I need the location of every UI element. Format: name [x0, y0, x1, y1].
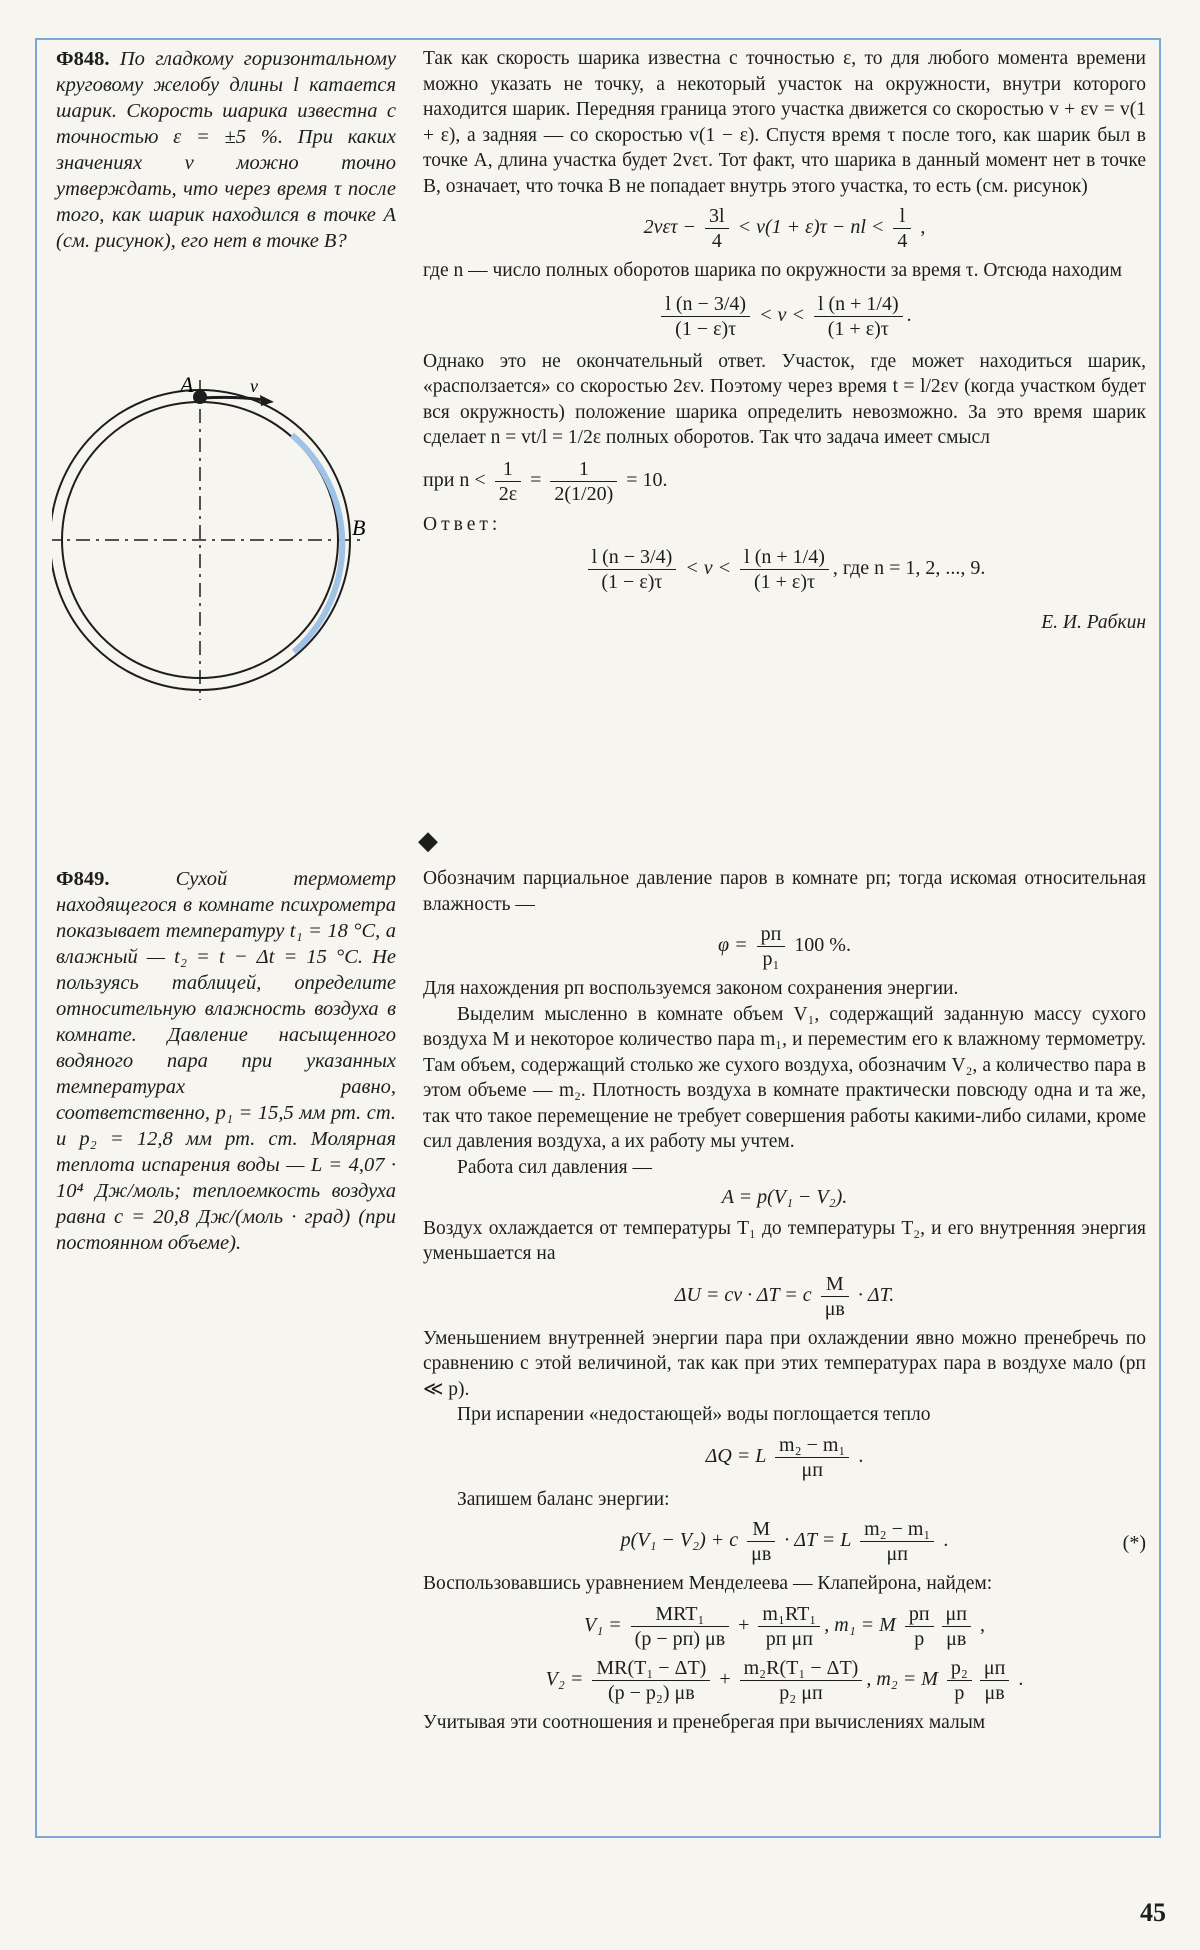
f1-b: < v(1 + ε)τ − nl < — [732, 216, 890, 239]
g7-num3: p₂ — [947, 1656, 972, 1681]
g6-frac2 — [758, 1602, 820, 1651]
g4-pre: ΔQ = L — [705, 1444, 772, 1467]
f2-den1: (1 − ε)τ — [675, 317, 737, 340]
f1-end: , — [915, 216, 926, 239]
g2: A = p(V₁ − V₂). — [721, 1186, 848, 1208]
f3-pre: при n < — [423, 468, 491, 491]
g5-num1: M — [747, 1517, 775, 1542]
s849-p2: Для нахождения pп воспользуемся законом сохранения энергии. — [423, 978, 959, 999]
f3-num1: 1 — [495, 457, 521, 482]
g6-num2: m₁RT₁ — [758, 1602, 820, 1627]
f1-num: 3l — [705, 204, 729, 229]
g1-num: pп — [757, 922, 786, 947]
s848-answer-label: Ответ: — [423, 513, 502, 535]
g7-pre: V₂ = — [545, 1667, 589, 1690]
f3-frac1 — [495, 457, 521, 506]
problem-848-statement — [56, 46, 396, 254]
g6-den2: pп μп — [765, 1627, 813, 1650]
f3-den2: 2(1/20) — [554, 482, 614, 505]
f2-num2: l (n + 1/4) — [814, 292, 903, 317]
g7-frac2 — [740, 1656, 863, 1705]
g7-end: . — [1013, 1667, 1024, 1690]
s849-formula-1 — [423, 922, 1146, 971]
g3-num: M — [821, 1272, 849, 1297]
g6-frac4 — [942, 1602, 971, 1651]
g7-frac1 — [592, 1656, 710, 1705]
f2-num1: l (n − 3/4) — [661, 292, 750, 317]
s849-formula-5 — [423, 1517, 1146, 1566]
s848-formula-3 — [423, 457, 1146, 506]
f2-mid: < v < — [754, 303, 810, 326]
f4-end: , где n = 1, 2, ..., 9. — [832, 557, 986, 580]
s848-formula-2 — [423, 292, 1146, 341]
g7-frac3 — [947, 1656, 972, 1705]
g7-den1: (p − p₂) μв — [607, 1681, 695, 1704]
s848-signature: Е. И. Рабкин — [1041, 612, 1146, 633]
f2-frac2 — [814, 292, 903, 341]
g4-num: m₂ − m₁ — [775, 1433, 849, 1458]
g4-den: μп — [801, 1458, 823, 1481]
g6-num3: pп — [905, 1602, 934, 1627]
solution-849 — [423, 866, 1146, 1735]
g6-pre: V₁ = — [584, 1613, 627, 1636]
s849-formula-7 — [423, 1656, 1146, 1705]
f2-end: . — [906, 303, 912, 326]
g1-end: 100 %. — [789, 934, 851, 957]
g7-den4: μв — [984, 1681, 1005, 1704]
s849-formula-4 — [423, 1433, 1146, 1482]
g4-frac — [775, 1433, 849, 1482]
g6-den4: μв — [946, 1627, 967, 1650]
g7-den3: p — [954, 1681, 965, 1704]
g5-pre: p(V₁ − V₂) + c — [620, 1529, 744, 1552]
s848-formula-answer — [423, 545, 1146, 594]
f3-end: = 10. — [621, 468, 668, 491]
g4-end: . — [853, 1444, 864, 1467]
page-number: 45 — [1140, 1898, 1166, 1927]
g5-den2: μп — [886, 1543, 908, 1565]
g7-den2: p₂ μп — [779, 1681, 823, 1704]
g6-den1: (p − pп) μв — [634, 1627, 726, 1650]
g7-num4: μп — [980, 1656, 1009, 1681]
s849-p9: Воспользовавшись уравнением Менделеева — Клапейрона, найдем: — [423, 1573, 993, 1594]
g6-frac1 — [631, 1602, 729, 1651]
f1-den2: 4 — [897, 230, 908, 252]
f4-frac1 — [588, 545, 677, 594]
f4-num1: l (n − 3/4) — [588, 545, 677, 570]
f1-frac2 — [893, 204, 911, 253]
problem-848-number: Ф848. — [56, 48, 110, 70]
g5-tag: (*) — [1122, 1532, 1146, 1554]
label-a: A — [180, 372, 194, 397]
f2-frac1 — [661, 292, 750, 341]
f2-den2: (1 + ε)τ — [827, 317, 889, 340]
s848-formula-1 — [423, 204, 1146, 253]
g7-mid: , m₂ = M — [866, 1667, 943, 1690]
s849-p6: Уменьшением внутренней энергии пара при охлаждении явно можно пренебречь по сравнению с этой величиной, так как при этих температурах пара в воздухе мало (pп ≪ p). — [423, 1327, 1146, 1400]
g6-num1: MRT₁ — [631, 1602, 729, 1627]
s849-p8: Запишем баланс энергии: — [457, 1488, 670, 1510]
s849-formula-3 — [423, 1272, 1146, 1321]
s848-p1: Так как скорость шарика известна с точностью ε, то для любого момента времени можно указать не точку, а некоторый участок на окружности, внутри которого находится шарик. Передняя граница этого участка движется со скоростью v + εv = v(1 + ε), а задняя — со скоростью v(1 − ε). Спустя время τ после того, как шарик был в точке A, длина участка будет 2vετ. Тот факт, что шарика в данный момент нет в точке B, означает, что точка B не попадает внутрь этого участка, то есть (см. рисунок) — [423, 48, 1146, 197]
label-v: v — [250, 376, 258, 396]
label-b: B — [352, 515, 366, 540]
f3-eq: = — [525, 468, 547, 491]
f4-den1: (1 − ε)τ — [601, 571, 663, 593]
solution-848 — [423, 46, 1146, 636]
section-divider-diamond: ◆ — [418, 826, 438, 855]
s849-formula-2 — [423, 1185, 1146, 1211]
f1-a: 2vετ − — [643, 216, 702, 239]
g6-plus: + — [733, 1613, 755, 1636]
g6-den3: p — [914, 1627, 925, 1650]
arrow-head — [260, 395, 274, 406]
s849-p5: Воздух охлаждается от температуры T₁ до температуры T₂, и его внутренняя энергия уменьшается на — [423, 1217, 1146, 1264]
g7-frac4 — [980, 1656, 1009, 1705]
g7-num2: m₂R(T₁ − ΔT) — [740, 1656, 863, 1681]
f4-frac2 — [740, 545, 829, 594]
g5-end: . — [938, 1529, 949, 1552]
g5-frac1 — [747, 1517, 775, 1566]
g1-pre: φ = — [718, 934, 753, 957]
s849-formula-6 — [423, 1602, 1146, 1651]
g6-frac3 — [905, 1602, 934, 1651]
g1-den: p₁ — [762, 948, 780, 970]
f4-den2: (1 + ε)τ — [753, 571, 816, 593]
g6-mid: , m₁ = M — [824, 1613, 901, 1636]
position-arc — [292, 435, 342, 652]
s849-p10: Учитывая эти соотношения и пренебрегая при вычислениях малым — [423, 1711, 986, 1733]
s849-p3: Выделим мысленно в комнате объем V₁, содержащий заданную массу сухого воздуха M и некоторое количество пара m₁, и переместим его к влажному термометру. Там объем, содержащий столько же сухого воздуха, обозначим V₂, а количество пара в этом объеме — m₂. Плотность воздуха в комнате практически повсюду одна и та же, так что такое перемещение не требует совершения работы какими-либо силами, кроме сил давления воздуха, а их работу мы учтем. — [423, 1003, 1146, 1152]
s849-p4: Работа сил давления — — [457, 1156, 653, 1178]
problem-848-text: По гладкому горизонтальному круговому желобу длины l катается шарик. Скорость шарика известна с точностью ε = ±5 %. При каких значениях v можно точно утверждать, что через время τ после того, как шарик находился в точке A (см. рисунок), его нет в точке B? — [56, 48, 396, 252]
s849-p7: При испарении «недостающей» воды поглощается тепло — [457, 1404, 931, 1425]
f3-num2: 1 — [550, 457, 617, 482]
ball — [193, 390, 207, 404]
g5-frac2 — [860, 1517, 934, 1566]
problem-849-statement — [56, 866, 396, 1256]
g3-den: μв — [824, 1297, 845, 1320]
f4-num2: l (n + 1/4) — [740, 545, 829, 570]
problem-849-text: Сухой термометр находящегося в комнате психрометра показывает температуру t₁ = 18 °C, а влажный — t₂ = t − Δt = 15 °C. Не пользуясь таблицей, определите относительную влажность воздуха в комнате. Давление насыщенного водяного пара при указанных температурах равно, соответственно, p₁ = 15,5 мм рт. ст. и p₂ = 12,8 мм рт. ст. Молярная теплота испарения воды — L = 4,07 · 10⁴ Дж/моль; теплоемкость воздуха равна c = 20,8 Дж/(моль · град) (при постоянном объеме). — [56, 868, 396, 1254]
f4-mid: < v < — [680, 557, 737, 580]
g6-num4: μп — [942, 1602, 971, 1627]
f1-num2: l — [893, 204, 911, 229]
s849-p1: Обозначим парциальное давление паров в комнате pп; тогда искомая относительная влажность — — [423, 868, 1146, 915]
g7-num1: MR(T₁ − ΔT) — [592, 1656, 710, 1681]
g6-end: , — [974, 1613, 985, 1636]
s848-p3: Однако это не окончательный ответ. Участок, где может находиться шарик, «расползается» со скоростью 2εv. Поэтому через время t = l/2εv (когда участком будет вся окружность) положение шарика определить невозможно. За это время шарик сделает n = vt/l = 1/2ε полных оборотов. Так что задача имеет смысл — [423, 350, 1146, 448]
g1-frac — [757, 922, 786, 971]
g3-frac — [821, 1272, 849, 1321]
f1-frac1 — [705, 204, 729, 253]
problem-849-number: Ф849. — [56, 868, 110, 890]
circle-figure — [52, 370, 392, 700]
velocity-arrow — [202, 397, 264, 400]
f3-frac2 — [550, 457, 617, 506]
g5-num2: m₂ − m₁ — [860, 1517, 934, 1542]
f3-den1: 2ε — [498, 482, 518, 505]
s848-p2: где n — число полных оборотов шарика по окружности за время τ. Отсюда находим — [423, 260, 1122, 281]
f1-den: 4 — [711, 230, 722, 252]
g5-den1: μв — [751, 1543, 772, 1565]
g5-mid: · ΔT = L — [779, 1529, 857, 1552]
g3-end: · ΔT. — [852, 1283, 895, 1306]
g7-plus: + — [714, 1667, 736, 1690]
g3-pre: ΔU = cν · ΔT = c — [674, 1283, 817, 1306]
